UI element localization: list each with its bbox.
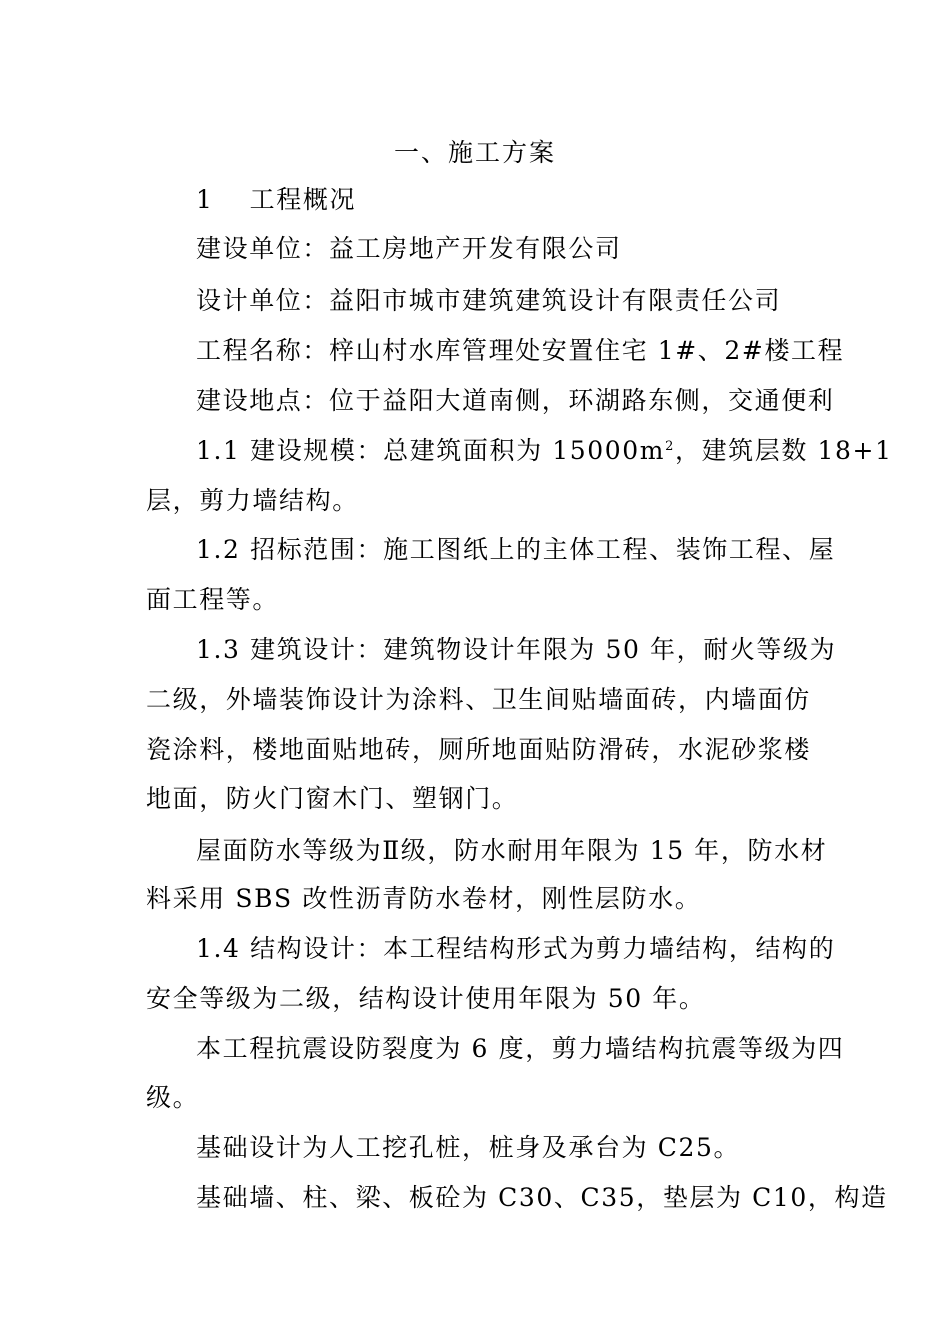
bid-line-2: 面工程等。 (146, 585, 280, 614)
arch-line-4: 地面，防火门窗木门、塑钢门。 (146, 784, 519, 813)
square-superscript: 2 (665, 439, 675, 454)
bid-line-1: 1.2 招标范围：施工图纸上的主体工程、装饰工程、屋 (196, 535, 836, 564)
arch-line-1: 1.3 建筑设计：建筑物设计年限为 50 年，耐火等级为 (196, 635, 837, 664)
location-line: 建设地点：位于益阳大道南侧，环湖路东侧，交通便利 (196, 386, 835, 415)
owner-line: 建设单位：益工房地产开发有限公司 (196, 234, 622, 263)
scale-line-2: 层，剪力墙结构。 (146, 486, 359, 515)
seismic-line-2: 级。 (146, 1083, 200, 1112)
arch-line-3: 瓷涂料，楼地面贴地砖，厕所地面贴防滑砖，水泥砂浆楼 (146, 735, 812, 764)
page-title: 一、施工方案 (393, 138, 556, 167)
struct-line-1: 1.4 结构设计：本工程结构形式为剪力墙结构，结构的 (196, 934, 836, 963)
project-name-line: 工程名称：梓山村水库管理处安置住宅 1#、2#楼工程 (196, 336, 845, 365)
roof-line-1: 屋面防水等级为Ⅱ级，防水耐用年限为 15 年，防水材 (196, 836, 828, 865)
designer-line: 设计单位：益阳市城市建筑建筑设计有限责任公司 (196, 286, 782, 315)
roof-line-2: 料采用 SBS 改性沥青防水卷材，刚性层防水。 (146, 884, 702, 913)
arch-line-2: 二级，外墙装饰设计为涂料、卫生间贴墙面砖，内墙面仿 (146, 685, 812, 714)
foundation-line: 基础设计为人工挖孔桩，桩身及承台为 C25。 (196, 1133, 741, 1162)
scale-text-b: ，建筑层数 18+1 (674, 436, 893, 465)
struct-line-2: 安全等级为二级，结构设计使用年限为 50 年。 (146, 984, 706, 1013)
section-heading: 1 工程概况 (196, 185, 357, 214)
concrete-line: 基础墙、柱、梁、板砼为 C30、C35，垫层为 C10，构造 (196, 1183, 888, 1212)
scale-line-1 (196, 434, 893, 468)
scale-text-a: 1.1 建设规模：总建筑面积为 15000m (196, 436, 666, 465)
seismic-line-1: 本工程抗震设防裂度为 6 度，剪力墙结构抗震等级为四 (196, 1034, 845, 1063)
